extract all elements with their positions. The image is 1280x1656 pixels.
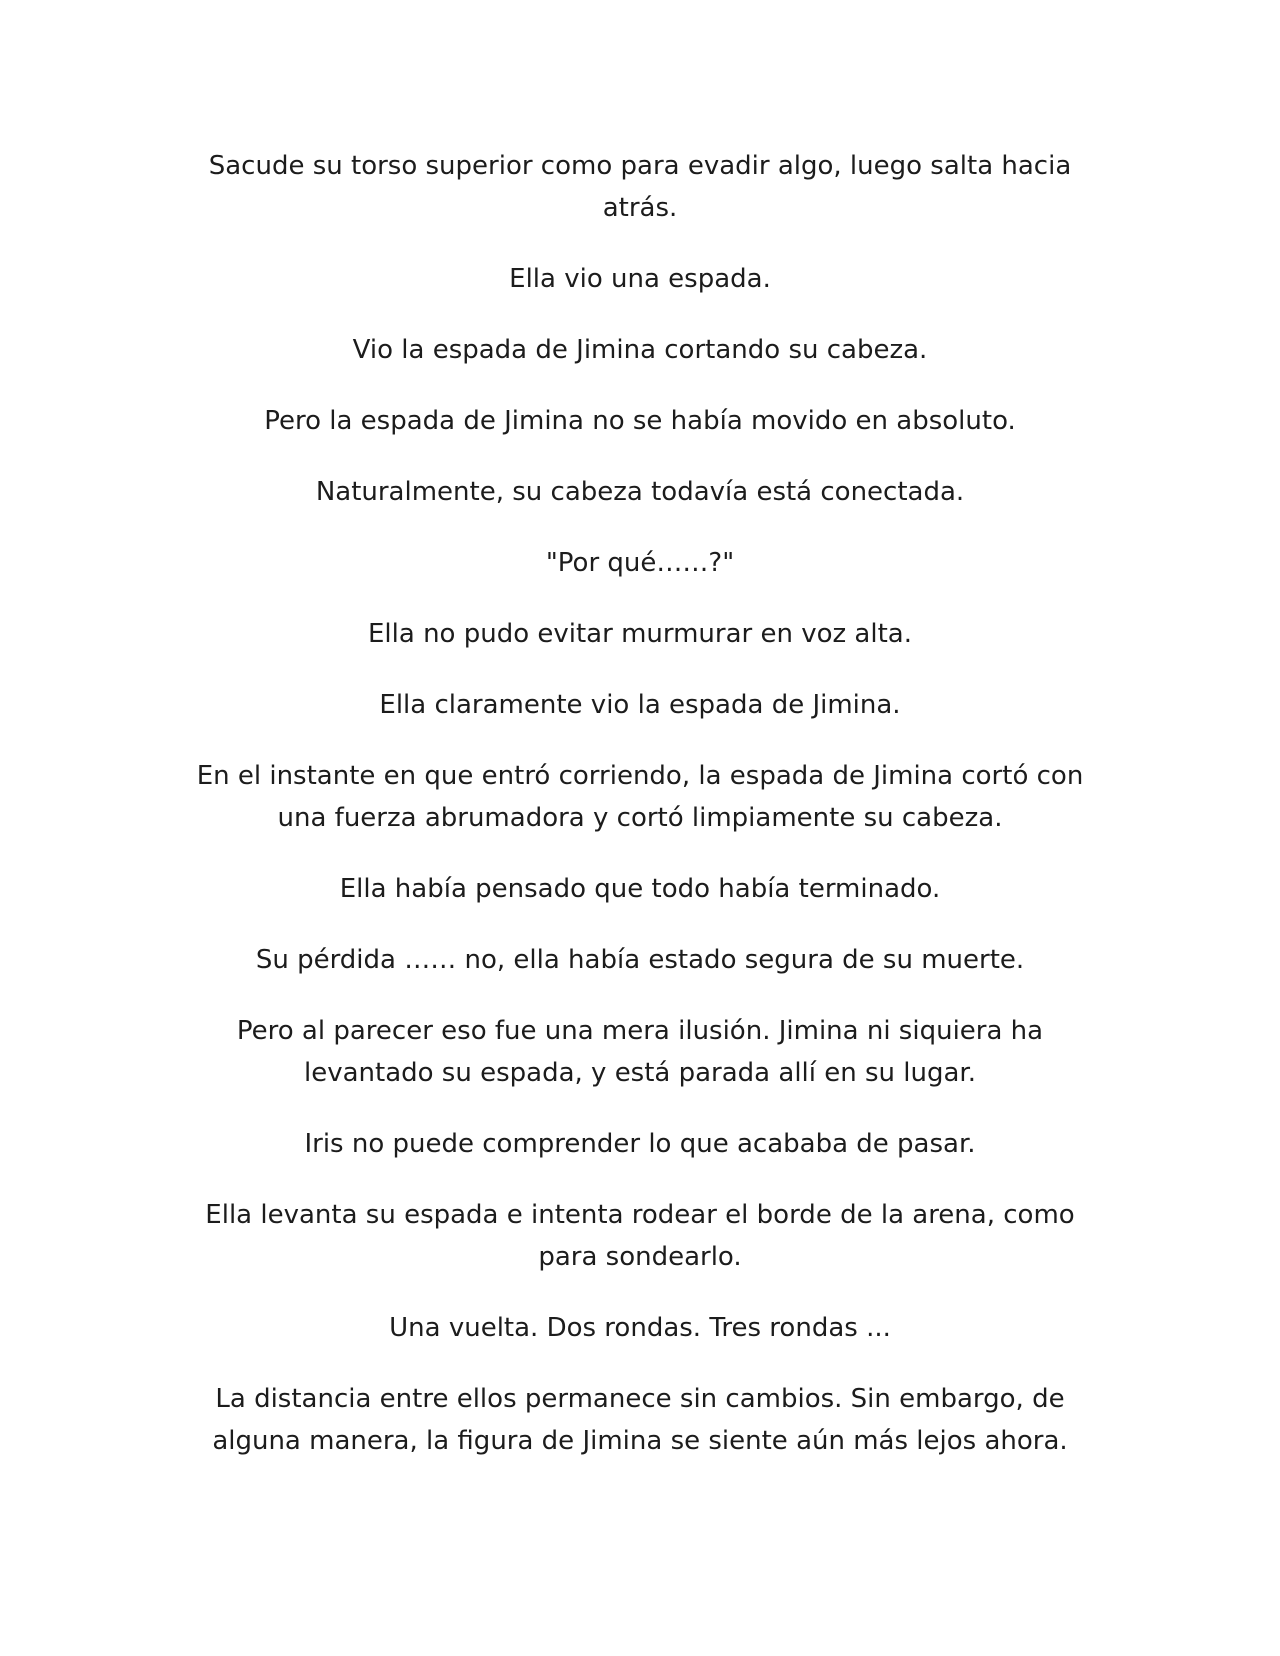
paragraph: Ella levanta su espada e intenta rodear el borde de la arena, como para sondearlo. bbox=[205, 1200, 1075, 1272]
paragraph: Pero al parecer eso fue una mera ilusión. Jimina ni siquiera ha levantado su espada, y está parada allí en su lugar. bbox=[236, 1016, 1044, 1088]
paragraph: Vio la espada de Jimina cortando su cabeza. bbox=[352, 335, 928, 365]
paragraph: Ella había pensado que todo había terminado. bbox=[339, 874, 941, 904]
paragraph: Iris no puede comprender lo que acababa de pasar. bbox=[304, 1129, 976, 1159]
paragraph: Naturalmente, su cabeza todavía está conectada. bbox=[315, 477, 965, 507]
document-body bbox=[180, 145, 1100, 1462]
paragraph: Pero la espada de Jimina no se había movido en absoluto. bbox=[264, 406, 1016, 436]
paragraph: "Por qué……?" bbox=[545, 548, 735, 578]
paragraph: Sacude su torso superior como para evadir algo, luego salta hacia atrás. bbox=[208, 151, 1072, 223]
paragraph: La distancia entre ellos permanece sin cambios. Sin embargo, de alguna manera, la figura de Jimina se siente aún más lejos ahora. bbox=[212, 1384, 1068, 1456]
paragraph: Ella claramente vio la espada de Jimina. bbox=[379, 690, 901, 720]
paragraph: Ella vio una espada. bbox=[509, 264, 771, 294]
paragraph: Su pérdida …… no, ella había estado segura de su muerte. bbox=[255, 945, 1025, 975]
paragraph: Ella no pudo evitar murmurar en voz alta. bbox=[368, 619, 912, 649]
paragraph: En el instante en que entró corriendo, la espada de Jimina cortó con una fuerza abrumadora y cortó limpiamente su cabeza. bbox=[196, 761, 1084, 833]
paragraph: Una vuelta. Dos rondas. Tres rondas ... bbox=[389, 1313, 891, 1343]
